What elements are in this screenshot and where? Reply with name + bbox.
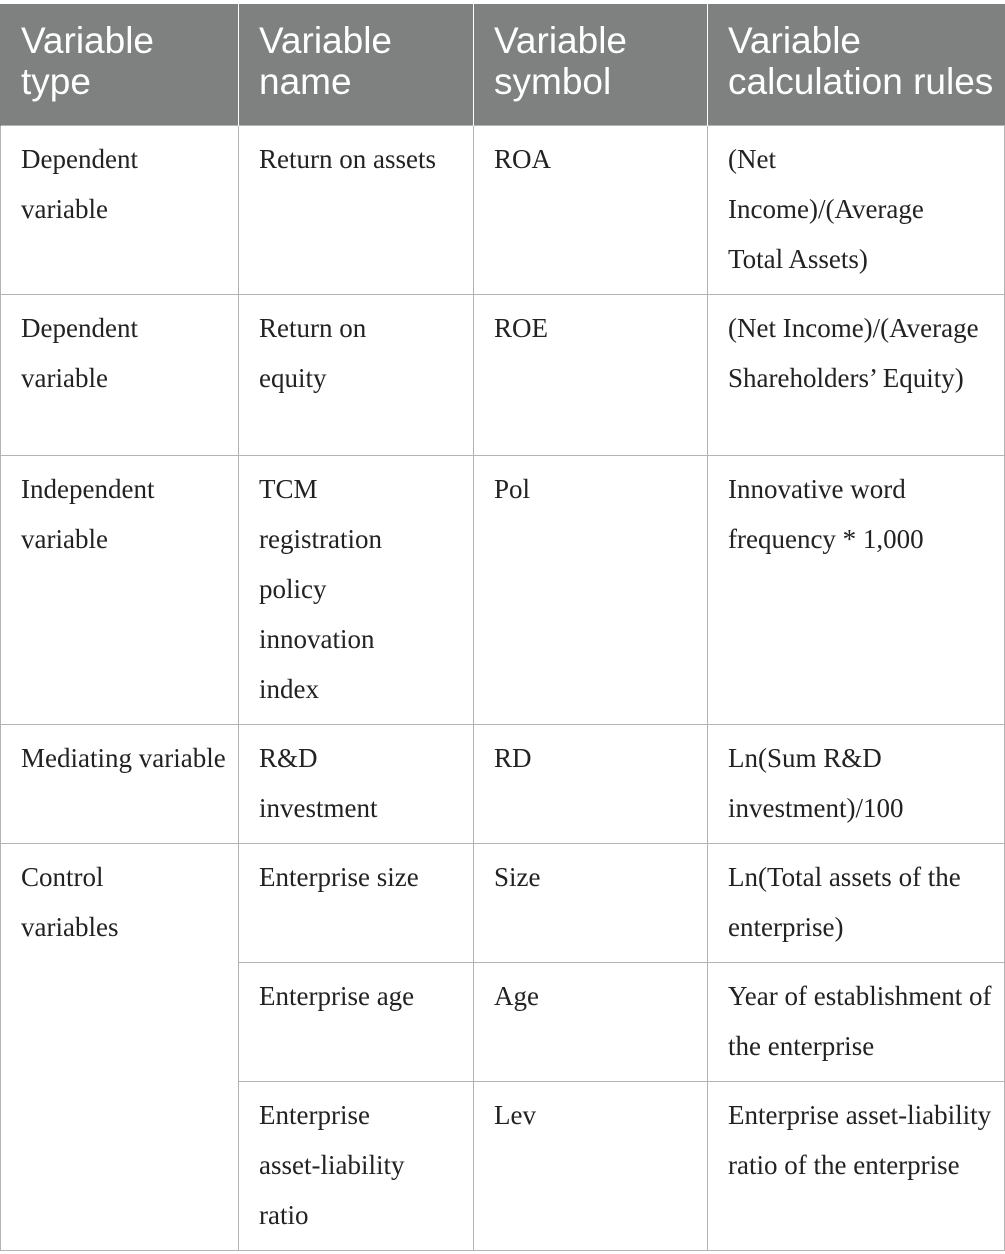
cell-type: Independent variable [1, 455, 239, 724]
cell-type: Mediating variable [1, 724, 239, 843]
header-calculation-rules: Variable calculation rules [708, 4, 1005, 125]
cell-symbol: Pol [474, 455, 708, 724]
cell-type: Dependent variable [1, 125, 239, 294]
cell-rule: Ln(Sum R&D investment)/100 [708, 724, 1005, 843]
cell-rule: Year of establishment of the enterprise [708, 962, 1005, 1081]
cell-name: Enterprise asset-liability ratio [239, 1081, 474, 1250]
cell-rule: Innovative word frequency * 1,000 [708, 455, 1005, 724]
header-variable-symbol: Variable symbol [474, 4, 708, 125]
table-row [1, 125, 1005, 294]
cell-rule: (Net Income)/(Average Shareholders’ Equity) [708, 294, 1005, 455]
cell-name: Enterprise size [239, 843, 474, 962]
cell-type: Dependent variable [1, 294, 239, 455]
table-row [1, 724, 1005, 843]
cell-symbol: Lev [474, 1081, 708, 1250]
table-row [1, 455, 1005, 724]
cell-name: Enterprise age [239, 962, 474, 1081]
table-row [1, 843, 1005, 962]
cell-rule: (Net Income)/(Average Total Assets) [708, 125, 1005, 294]
cell-type: Control variables [1, 843, 239, 1250]
table-row [1, 294, 1005, 455]
header-variable-type: Variable type [1, 4, 239, 125]
cell-name: Return on assets [239, 125, 474, 294]
cell-rule: Enterprise asset-liability ratio of the enterprise [708, 1081, 1005, 1250]
header-variable-name: Variable name [239, 4, 474, 125]
cell-symbol: RD [474, 724, 708, 843]
cell-symbol: ROA [474, 125, 708, 294]
cell-name: Return on equity [239, 294, 474, 455]
variables-table [0, 4, 1005, 1251]
cell-rule: Ln(Total assets of the enterprise) [708, 843, 1005, 962]
cell-name: TCM registration policy innovation index [239, 455, 474, 724]
cell-symbol: ROE [474, 294, 708, 455]
cell-symbol: Size [474, 843, 708, 962]
cell-name: R&D investment [239, 724, 474, 843]
header-row [1, 4, 1005, 125]
cell-symbol: Age [474, 962, 708, 1081]
